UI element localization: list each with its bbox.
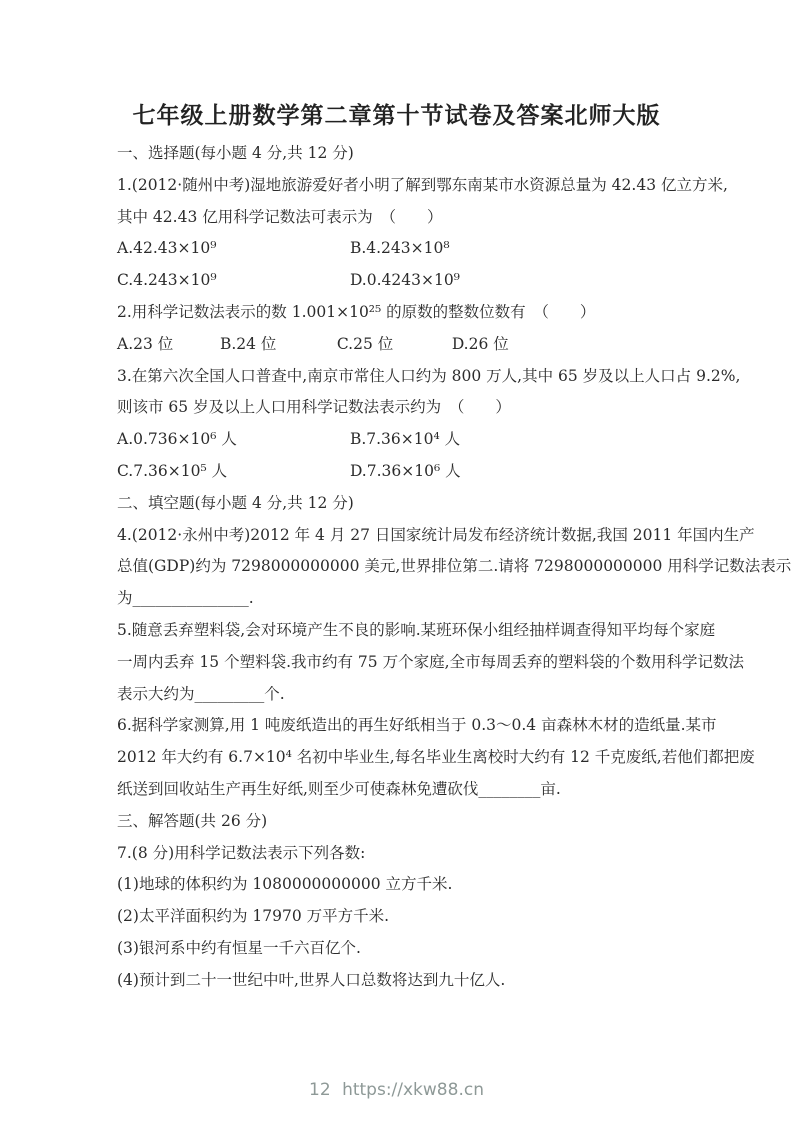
question-5-line-1: 5.随意丢弃塑料袋,会对环境产生不良的影响.某班环保小组经抽样调查得知平均每个家庭 <box>117 620 716 639</box>
footer-site-url: https://xkw88.cn <box>342 1080 484 1100</box>
question-3-option-a: A.0.736×10⁶ 人 <box>117 430 237 449</box>
question-7-part-3: (3)银河系中约有恒星一千六百亿个. <box>117 938 361 957</box>
section-heading-solve: 三、解答题(共 26 分) <box>117 811 268 830</box>
question-4-line-1: 4.(2012·永州中考)2012 年 4 月 27 日国家统计局发布经济统计数据,我国 2011 年国内生产 <box>117 525 755 544</box>
question-3-option-d: D.7.36×10⁶ 人 <box>349 461 461 480</box>
question-1-option-c: C.4.243×10⁹ <box>117 271 217 290</box>
question-5-line-2: 一周内丢弃 15 个塑料袋.我市约有 75 万个家庭,全市每周丢弃的塑料袋的个数用科学记数法 <box>117 652 745 671</box>
question-6-line-1: 6.据科学家测算,用 1 吨废纸造出的再生好纸相当于 0.3～0.4 亩森林木材的造纸量.某市 <box>117 716 717 735</box>
question-1-option-b: B.4.243×10⁸ <box>349 239 450 258</box>
question-3-line-1: 3.在第六次全国人口普查中,南京市常住人口约为 800 万人,其中 65 岁及以上人口占 9.2%, <box>117 366 741 385</box>
question-1-option-row-2 <box>117 265 683 297</box>
question-4-line-2: 总值(GDP)约为 7298000000000 美元,世界排位第二.请将 7298000000000 用科学记数法表示 <box>117 557 792 576</box>
question-1-option-d: D.0.4243×10⁹ <box>349 271 460 290</box>
question-7-line-1: 7.(8 分)用科学记数法表示下列各数: <box>117 843 366 862</box>
question-2-option-a: A.23 位 <box>117 334 174 353</box>
page-title: 七年级上册数学第二章第十节试卷及答案北师大版 <box>132 102 661 129</box>
question-4-line-3-blank: 为_______________. <box>117 589 254 608</box>
question-1-option-a: A.42.43×10⁹ <box>117 239 217 258</box>
document-body <box>117 138 792 997</box>
question-1-line-2: 其中 42.43 亿用科学记数法可表示为 （ ） <box>117 207 443 226</box>
page-number: 12 <box>309 1080 331 1100</box>
question-3-option-b: B.7.36×10⁴ 人 <box>349 430 461 449</box>
question-6-line-3-blank: 纸送到回收站生产再生好纸,则至少可使森林免遭砍伐________亩. <box>117 779 561 798</box>
question-3-option-row-1 <box>117 424 683 456</box>
question-2-line-1: 2.用科学记数法表示的数 1.001×10²⁵ 的原数的整数位数有 （ ） <box>117 302 596 321</box>
question-3-option-c: C.7.36×10⁵ 人 <box>117 461 228 480</box>
question-6-line-2: 2012 年大约有 6.7×10⁴ 名初中毕业生,每名毕业生离校时大约有 12 千克废纸,若他们都把废 <box>117 748 755 767</box>
page-footer <box>0 1080 793 1100</box>
question-7-part-4: (4)预计到二十一世纪中叶,世界人口总数将达到九十亿人. <box>117 970 506 989</box>
section-heading-choice: 一、选择题(每小题 4 分,共 12 分) <box>117 144 354 162</box>
question-7-part-1: (1)地球的体积约为 1080000000000 立方千米. <box>117 875 453 894</box>
question-3-option-row-2 <box>117 456 683 488</box>
question-7-part-2: (2)太平洋面积约为 17970 万平方千米. <box>117 907 390 926</box>
section-heading-fill-blank: 二、填空题(每小题 4 分,共 12 分) <box>117 493 354 512</box>
question-2-option-b: B.24 位 <box>219 334 277 353</box>
question-1-line-1: 1.(2012·随州中考)湿地旅游爱好者小明了解到鄂东南某市水资源总量为 42.43 亿立方米, <box>117 175 728 194</box>
question-2-option-row <box>117 329 683 361</box>
question-5-line-3-blank: 表示大约为_________个. <box>117 684 285 703</box>
question-2-option-c: C.25 位 <box>336 334 394 353</box>
question-2-option-d: D.26 位 <box>451 334 509 353</box>
question-1-option-row-1 <box>117 233 683 265</box>
question-3-line-2: 则该市 65 岁及以上人口用科学记数法表示约为 （ ） <box>117 398 511 417</box>
